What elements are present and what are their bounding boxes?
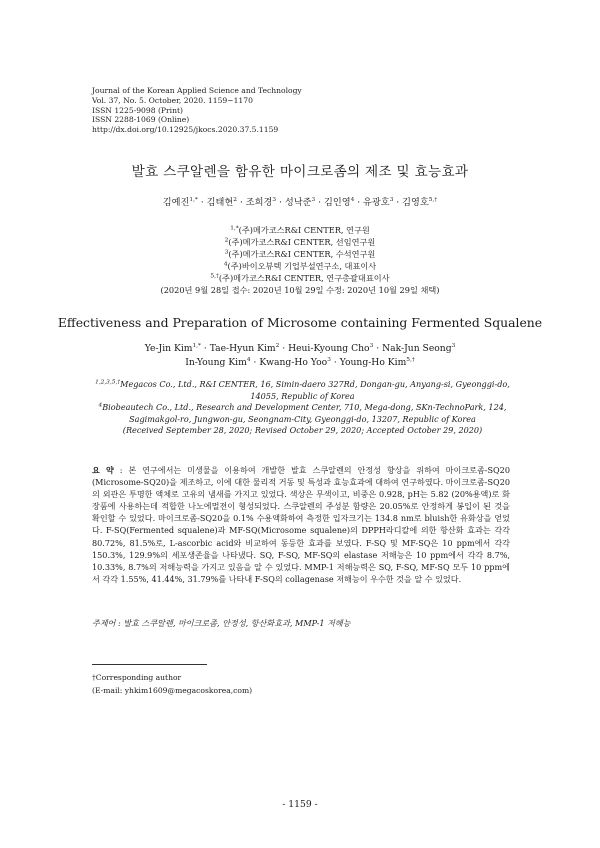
author-name: 김태현	[206, 197, 234, 208]
author-separator: ·	[330, 357, 340, 368]
korean-affiliation	[0, 224, 600, 236]
doi-link[interactable]: http://dx.doi.org/10.12925/jkocs.2020.37.5.1159	[92, 125, 279, 135]
author-affiliation-mark: 3	[272, 196, 277, 203]
author-affiliation-mark: 1,*	[192, 342, 201, 349]
author-name: In-Young Kim	[185, 357, 247, 368]
affiliation-text: (주)메가코스R&I CENTER, 수석연구원	[228, 249, 376, 260]
english-dates: (Received September 28, 2020; Revised October 29, 2020; Accepted October 29, 2020)	[122, 425, 483, 436]
author-name: Tae-Hyun Kim	[209, 343, 276, 354]
english-title: Effectiveness and Preparation of Microsome containing Fermented Squalene	[57, 315, 543, 330]
author-name: Young-Ho Kim	[339, 357, 407, 368]
issn-print: ISSN 1225-9098 (Print)	[92, 105, 183, 115]
author-affiliation-mark: 3	[311, 196, 316, 203]
author-affiliation-mark: 2	[275, 342, 280, 349]
page-number: - 1159 -	[282, 799, 318, 810]
author-name: 유광호	[363, 197, 390, 208]
affiliation-text: (주)메가코스R&I CENTER, 연구원	[238, 225, 370, 235]
affiliation-text: (주)바이오뷰텍 기업부설연구소, 대표이사	[227, 261, 377, 272]
author-affiliation-mark: 3	[389, 196, 394, 203]
korean-affiliation	[0, 272, 600, 284]
affiliation-text: (주)메가코스R&I CENTER, 선임연구원	[228, 237, 376, 248]
korean-affiliation	[0, 260, 600, 272]
footnote	[92, 672, 252, 697]
author-affiliation-mark: 3	[369, 342, 374, 349]
issn-online: ISSN 2288-1069 (Online)	[92, 115, 190, 125]
korean-authors	[0, 194, 600, 208]
keywords: 주제어 : 발효 스쿠알렌, 마이크로좀, 안정성, 항산화효과, MMP-1 저해능	[92, 618, 351, 628]
korean-title: 발효 스쿠알렌을 함유한 마이크로좀의 제조 및 효능효과	[131, 164, 469, 180]
journal-name: Journal of the Korean Applied Science and Technology	[92, 86, 302, 95]
affiliation-mark: 1,*	[230, 225, 239, 232]
english-authors-line-2	[0, 356, 600, 370]
korean-affiliations	[0, 224, 600, 297]
author-affiliation-mark: 4	[246, 356, 251, 363]
author-separator: ·	[279, 343, 289, 354]
abstract-label: 요 약	[92, 465, 114, 475]
author-name: 성낙준	[284, 197, 312, 208]
author-affiliation-mark: 3	[451, 342, 456, 349]
korean-affiliation	[0, 236, 600, 248]
affiliation-mark: 3	[224, 249, 229, 256]
author-separator: ·	[315, 197, 324, 208]
author-name: Nak-Jun Seong	[382, 343, 452, 354]
korean-affiliation	[0, 248, 600, 260]
author-separator: ·	[200, 343, 210, 354]
english-affiliation-2: $^4$Biobeautech Co., Ltd., Research and Development Center, 710, Mega-dong, SKn-TechnoPark, 124, Sagimakgol-ro, Jungwon-gu, Seongnam-City, Gyeonggi-do, 13207, Republic of Korea	[98, 402, 507, 424]
affiliation-mark: 5,†	[210, 273, 219, 280]
author-separator: ·	[373, 343, 383, 354]
author-affiliation-mark: 5,†	[428, 196, 438, 203]
author-name: Heui-Kyoung Cho	[288, 343, 370, 354]
author-separator: ·	[197, 197, 207, 208]
author-name: 김예진	[162, 197, 190, 208]
journal-header	[92, 86, 302, 135]
footnote-divider	[92, 664, 207, 665]
author-affiliation-mark: 3	[327, 356, 331, 363]
author-affiliation-mark: 2	[233, 196, 237, 203]
affiliation-text: (주)메가코스R&I CENTER, 연구총괄대표이사	[218, 273, 390, 284]
author-name: Kwang-Ho Yoo	[259, 357, 328, 368]
author-separator: ·	[276, 197, 285, 208]
journal-volume: Vol. 37, No. 5. October, 2020. 1159~1170	[92, 95, 253, 105]
author-affiliation-mark: 1,*	[189, 196, 198, 203]
english-affiliation-1: $^{1,2,3,5,\dagger}$Megacos Co., Ltd., R&I CENTER, 16, Simin-daero 327Rd, Dongan-gu, Anyang-si, Gyeonggi-do, 14055, Republic of Korea	[95, 379, 510, 401]
author-affiliation-mark: 5,†	[406, 356, 415, 363]
author-name: 조희경	[245, 197, 273, 208]
author-separator: ·	[250, 357, 260, 368]
author-name: Ye-Jin Kim	[144, 343, 193, 354]
author-separator: ·	[236, 197, 246, 208]
english-authors	[0, 342, 600, 370]
corresponding-email: (E-mail: yhkim1609@megacoskorea,com)	[92, 685, 253, 695]
abstract	[92, 464, 510, 585]
author-name: 김영호	[402, 197, 429, 208]
english-authors-line-1	[0, 342, 600, 356]
affiliation-mark: 4	[223, 261, 228, 268]
author-separator: ·	[393, 197, 403, 208]
author-separator: ·	[354, 197, 364, 208]
affiliation-mark: 2	[224, 237, 229, 244]
english-affiliations	[95, 379, 510, 437]
korean-dates: (2020년 9월 28일 접수: 2020년 10월 29일 수정: 2020년 10월 29일 채택)	[160, 285, 440, 296]
author-name: 김인영	[323, 197, 351, 208]
corresponding-author: †Corresponding author	[92, 673, 182, 682]
author-affiliation-mark: 4	[350, 196, 355, 203]
abstract-text: : 본 연구에서는 미생물을 이용하여 개발한 발효 스쿠알렌의 안정성 향상을 위하여 마이크로좀-SQ20 (Microsome-SQ20)을 제조하고, 이에 대한 물리적 거동 및 특성과 효능효과에 대하여 연구하였다. 마이크로좀-SQ20의 외관은 투명한 액체로 고유의 냄새를 가지고 있었다. 색상은 무색이고, 비중은 0.928, pH는 5.82 (20%용액)로 화장품에 사용하는데 적합한 나노에멀젼이 형성되었다. 스쿠알렌의 주성분 함량은 20.05%로 안정하게 봉입이 된 것을 확인할 수 있었다. 마이크로좀-SQ20을 0.1% 수용액화하여 측정한 입자크기는 134.8 nm로 bluish한 유화상을 얻었다. F-SQ(Fermented squalene)과 MF-SQ(Microsome squalene)의 DPPH라디칼에 의한 항산화 효과는 각각 80.72%, 81.5%로, L-ascorbic acid와 비교하여 동등한 효과를 보였다. F-SQ 및 MF-SQ은 10 ppm에서 각각 150.3%, 129.9%의 세포생존율을 나타냈다. SQ, F-SQ, MF-SQ의 elastase 저해능은 10 ppm에서 각각 8.7%, 10.33%, 8.7%의 저해능력을 가지고 있음을 알 수 있었다. MMP-1 저해능력은 SQ, F-SQ, MF-SQ 모두 10 ppm에서 각각 1.55%, 41.44%, 31.79%를 나타내 F-SQ의 collagenase 저해능이 우수한 것을 알 수 있었다.	[92, 465, 510, 584]
